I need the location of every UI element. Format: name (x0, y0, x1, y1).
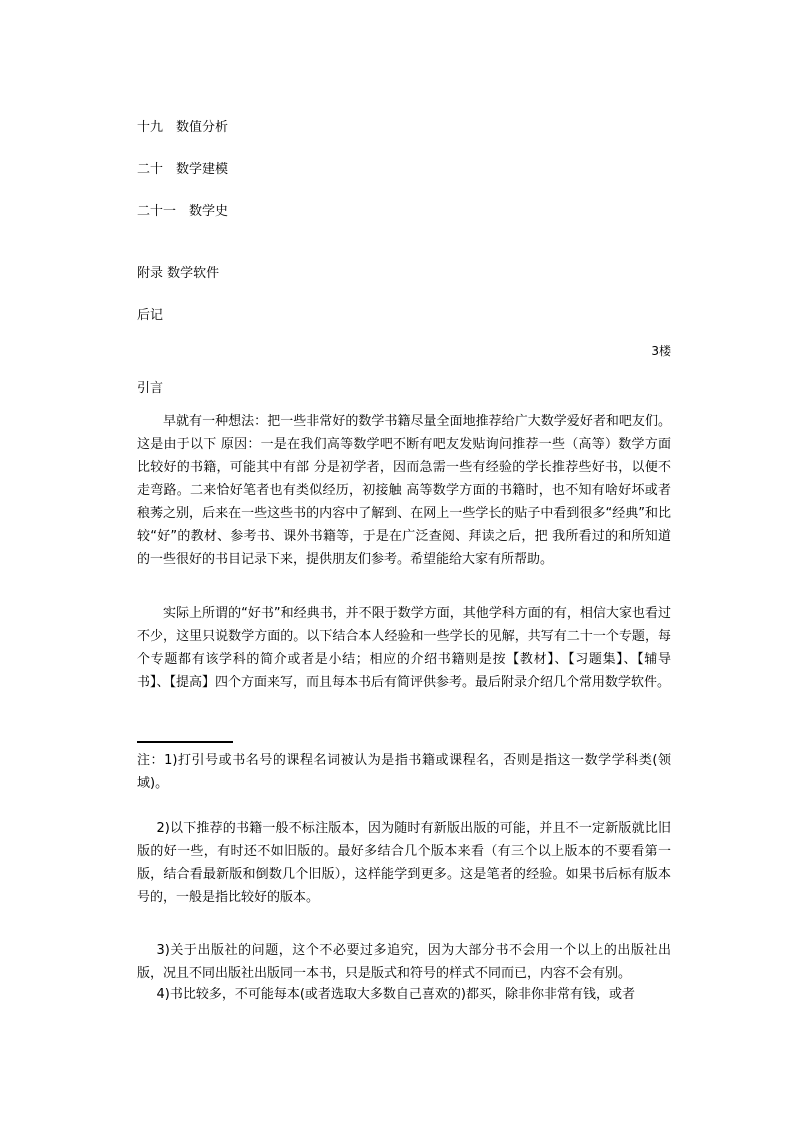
toc-item-appendix: 附录 数学软件 (137, 266, 220, 281)
floor-label: 3楼 (651, 344, 671, 358)
intro-paragraph: 早就有一种想法：把一些非常好的数学书籍尽量全面地推荐给广大数学爱好者和吧友们。这是由于以下 原因：一是在我们高等数学吧不断有吧友发贴询问推荐一些（高等）数学方面比较好的书籍，可能其中有部 分是初学者，因而急需一些有经验的学长推荐些好书，以便不走弯路。二来恰好笔者也有类似经历，初接触 高等数学方面的书籍时，也不知有啥好坏或者稂莠之别，后来在一些这些书的内容中了解到、在网上一些学长的贴子中看到很多“经典”和比较“好”的教材、参考书、课外书籍等，于是在广泛查阅、拜读之后，把 我所看过的和所知道的一些很好的书目记录下来，提供朋友们参考。希望能给大家有所帮助。 (137, 414, 671, 567)
toc-item-math-history: 二十一 数学史 (137, 204, 229, 219)
note-1: 注：1)打引号或书名号的课程名词被认为是指书籍或课程名，否则是指这一数学学科类(领域)。 (137, 753, 671, 791)
toc-item-math-modeling: 二十 数学建模 (137, 162, 229, 177)
toc-item-numerical-analysis: 十九 数值分析 (137, 120, 229, 135)
footnote-divider (137, 741, 233, 743)
scope-paragraph: 实际上所谓的“好书”和经典书，并不限于数学方面，其他学科方面的有，相信大家也看过不少，这里只说数学方面的。以下结合本人经验和一些学长的见解，共写有二十一个专题，每个专题都有该学科的简介或者是小结；相应的介绍书籍则是按【教材】、【习题集】、【辅导书】、【提高】四个方面来写，而且每本书后有简评供参考。最后附录介绍几个常用数学软件。 (137, 606, 671, 690)
toc-item-afterword: 后记 (137, 308, 164, 323)
intro-heading: 引言 (137, 381, 164, 396)
note-3: 3)关于出版社的问题，这个不必要过多追究，因为大部分书不会用一个以上的出版社出版，况且不同出版社出版同一本书，只是版式和符号的样式不同而已，内容不会有别。 (137, 943, 671, 981)
note-4: 4)书比较多，不可能每本(或者选取大多数自己喜欢的)都买，除非你非常有钱，或者 (156, 987, 635, 1002)
note-2: 2)以下推荐的书籍一般不标注版本，因为随时有新版出版的可能，并且不一定新版就比旧版的好一些，有时还不如旧版的。最好多结合几个版本来看（有三个以上版本的不要看第一版，结合看最新版和倒数几个旧版），这样能学到更多。这是笔者的经验。如果书后标有版本号的，一般是指比较好的版本。 (137, 821, 671, 905)
